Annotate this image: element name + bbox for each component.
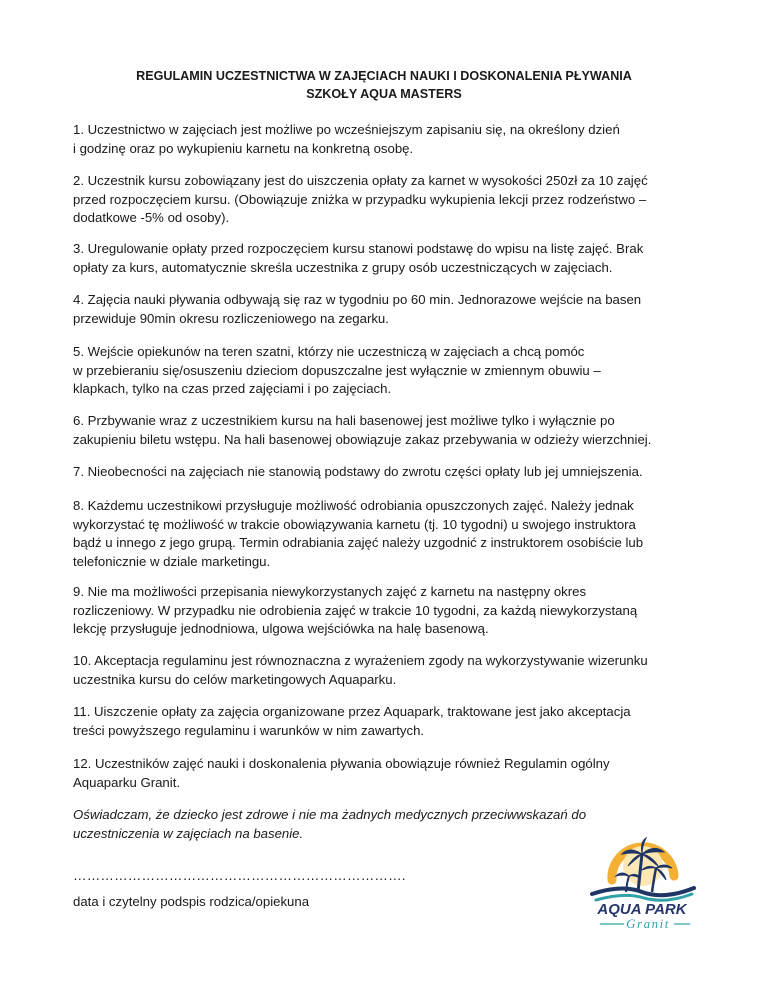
health-declaration: Oświadczam, że dziecko jest zdrowe i nie ma żadnych medycznych przeciwwskazań do uczestniczenia w zajęciach na basenie. xyxy=(73,807,587,841)
paragraph-8: 8. Każdemu uczestnikowi przysługuje możliwość odrobiania opuszczonych zajęć. Należy jednak wykorzystać tę możliwość w trakcie obowiązywania karnetu (tj. 10 tygodni) u swojego instruktora bądź u innego z jego grupą. Termin odrabiania zajęć należy uzgodnić z instruktorem osobiście lub telefonicznie w dziale marketingu. xyxy=(73,498,644,569)
paragraph-2: 2. Uczestnik kursu zobowiązany jest do uiszczenia opłaty za karnet w wysokości 250zł za 10 zajęć przed rozpoczęciem kursu. (Obowiązuje zniżka w przypadku wykupienia lekcji przez rodzeństwo – dodatkowe -5% od osoby). xyxy=(73,173,648,225)
logo-text-aqua-park: AQUA PARK xyxy=(597,901,687,918)
aqua-park-granit-logo xyxy=(582,832,702,932)
title-line-1: REGULAMIN UCZESTNICTWA W ZAJĘCIACH NAUKI I DOSKONALENIA PŁYWANIA xyxy=(136,69,632,83)
paragraph-5: 5. Wejście opiekunów na teren szatni, którzy nie uczestniczą w zajęciach a chcą pomóc w przebieraniu się/osuszeniu dzieciom dopuszczalne jest wyłącznie w zmiennym obuwiu – klapkach, tylko na czas przed zajęciami i po zajęciach. xyxy=(73,344,601,396)
document-title xyxy=(0,67,768,103)
paragraph-3: 3. Uregulowanie opłaty przed rozpoczęciem kursu stanowi podstawę do wpisu na listę zajęć. Brak opłaty za kurs, automatycznie skreśla uczestnika z grupy osób uczestniczących w zajęciach. xyxy=(73,241,644,275)
title-line-2: SZKOŁY AQUA MASTERS xyxy=(306,87,462,101)
paragraph-6: 6. Przbywanie wraz z uczestnikiem kursu na hali basenowej jest możliwe tylko i wyłącznie po zakupieniu biletu wstępu. Na hali basenowej obowiązuje zakaz przebywania w odzieży wierzchniej. xyxy=(73,413,652,447)
paragraph-1: 1. Uczestnictwo w zajęciach jest możliwe po wcześniejszym zapisaniu się, na określony dzień i godzinę oraz po wykupieniu karnetu na konkretną osobę. xyxy=(73,122,620,156)
paragraph-7: 7. Nieobecności na zajęciach nie stanowią podstawy do zwrotu części opłaty lub jej umniejszenia. xyxy=(73,464,643,479)
paragraph-4: 4. Zajęcia nauki pływania odbywają się raz w tygodniu po 60 min. Jednorazowe wejście na basen przewiduje 90min okresu rozliczeniowego na zegarku. xyxy=(73,292,642,326)
paragraph-10: 10. Akceptacja regulaminu jest równoznaczna z wyrażeniem zgody na wykorzystywanie wizerunku uczestnika kursu do celów marketingowych Aquaparku. xyxy=(73,653,648,687)
logo-wave-navy xyxy=(592,888,694,895)
paragraph-12: 12. Uczestników zajęć nauki i doskonalenia pływania obowiązuje również Regulamin ogólny Aquaparku Granit. xyxy=(73,756,610,790)
paragraph-9: 9. Nie ma możliwości przepisania niewykorzystanych zajęć z karnetu na następny okres rozliczeniowy. W przypadku nie odrobienia zajęć w trakcie 10 tygodni, za każdą niewykorzystaną lekcję przysługuje jednodniowa, ulgowa wejściówka na halę basenową. xyxy=(73,584,638,636)
paragraph-11: 11. Uiszczenie opłaty za zajęcia organizowane przez Aquapark, traktowane jest jako akceptacja treści powyższego regulaminu i warunków w nim zawartych. xyxy=(73,704,631,738)
signature-line: ………………………………………………………………. xyxy=(73,868,406,883)
signature-label: data i czytelny podspis rodzica/opiekuna xyxy=(73,894,310,909)
logo-text-granit: Granit xyxy=(626,916,670,931)
